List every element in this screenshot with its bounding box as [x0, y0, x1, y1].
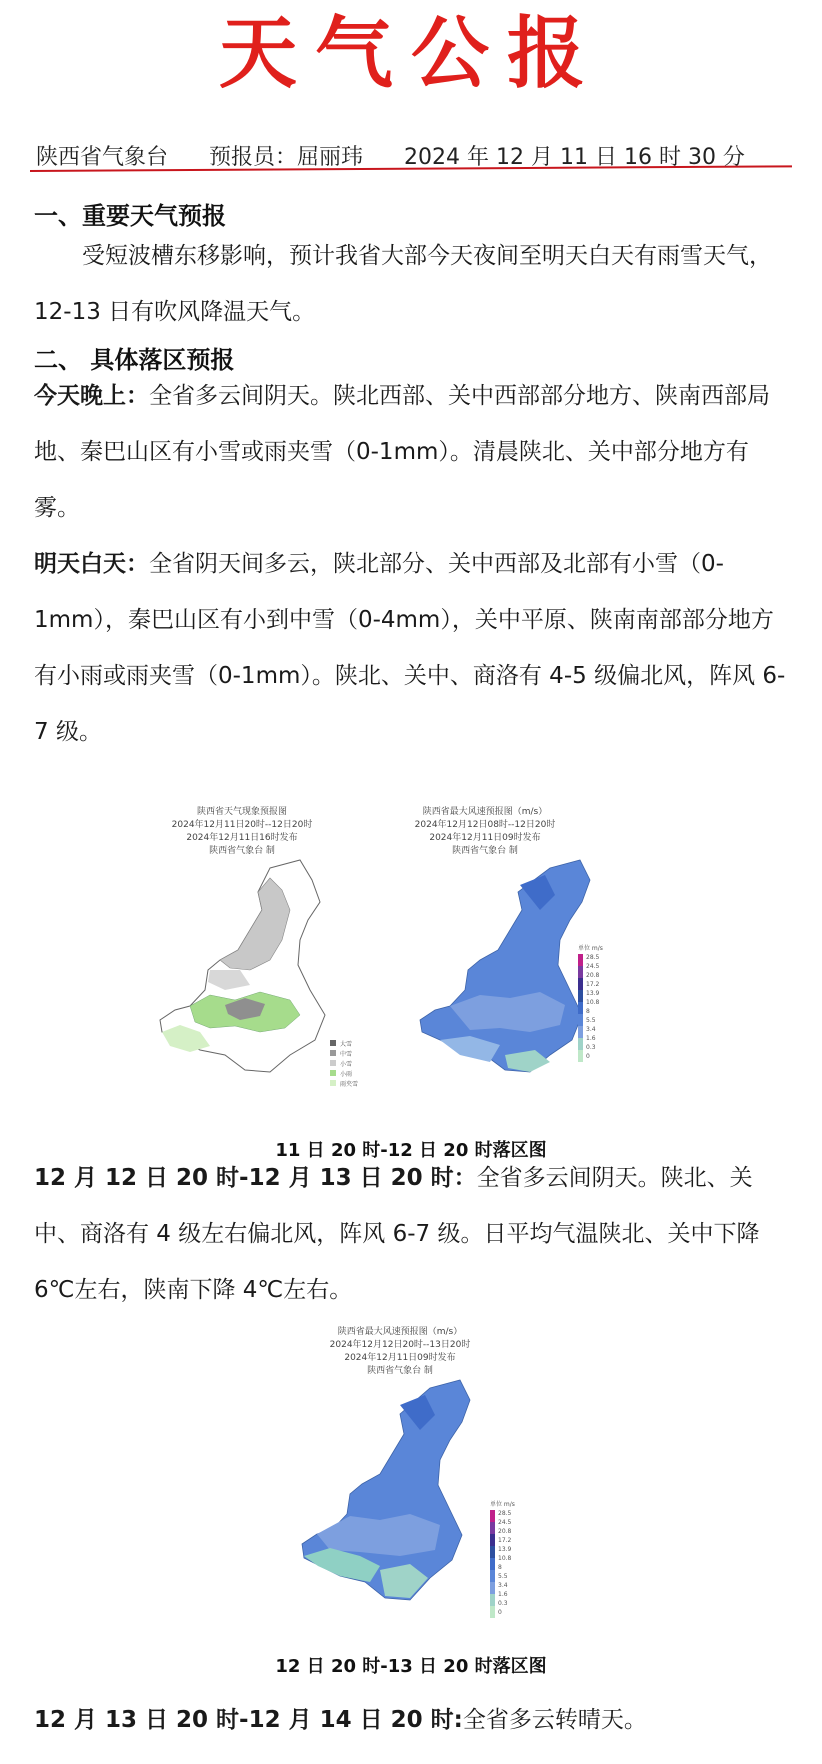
- tonight-label: 今天晚上：: [34, 383, 149, 409]
- map2-legend-3: 17.2: [586, 981, 600, 988]
- map3-legend-5: 10.8: [498, 1555, 512, 1562]
- map2-legend-7: 5.5: [586, 1017, 596, 1024]
- map3-title-3: 陕西省气象台 制: [367, 1366, 433, 1376]
- map2-legend-0: 28.5: [586, 954, 600, 961]
- map3-legend-4: 13.9: [498, 1546, 512, 1553]
- weather-phenomena-map: [160, 860, 325, 1072]
- map2-legend: [578, 944, 603, 1062]
- map2-legend-5: 10.8: [586, 999, 600, 1006]
- wind-speed-map-1: [420, 860, 590, 1072]
- map3-legend-title: 单位 m/s: [490, 1501, 515, 1508]
- map3-legend-8: 3.4: [498, 1582, 508, 1589]
- map2-legend-2: 20.8: [586, 972, 600, 979]
- map1-legend-3: 小雨: [340, 1071, 353, 1078]
- map2-legend-1: 24.5: [586, 963, 600, 970]
- map3-title-0: 陕西省最大风速预报图（m/s）: [337, 1327, 463, 1337]
- bulletin-title: 天气公报: [218, 8, 603, 99]
- section1-heading: 一、重要天气预报: [34, 202, 226, 230]
- map3-legend-10: 0.3: [498, 1600, 508, 1607]
- period3-text: 全省多云转晴天。: [462, 1707, 647, 1733]
- agency-name: 陕西省气象台: [36, 145, 169, 170]
- map2-title-2: 2024年12月11日09时发布: [429, 833, 541, 843]
- map3-legend-1: 24.5: [498, 1519, 512, 1526]
- map3-legend-9: 1.6: [498, 1591, 508, 1598]
- map2-title-1: 2024年12月12日08时--12日20时: [414, 820, 556, 830]
- map-caption-1: 11 日 20 时-12 日 20 时落区图: [275, 1140, 547, 1161]
- tonight-text: 全省多云间阴天。陕北西部、关中西部部分地方、陕南西部局地、秦巴山区有小雪或雨夹雪（0-1mm）。清晨陕北、关中部分地方有雾。: [34, 383, 770, 521]
- tomorrow-label: 明天白天：: [34, 551, 149, 577]
- map1-legend-1: 中雪: [340, 1051, 353, 1058]
- map2-legend-8: 3.4: [586, 1026, 596, 1033]
- map2-title-0: 陕西省最大风速预报图（m/s）: [422, 807, 548, 817]
- map1-title-0: 陕西省天气现象预报图: [196, 807, 288, 817]
- issue-datetime: 2024 年 12 月 11 日 16 时 30 分: [404, 145, 745, 170]
- map3-legend-0: 28.5: [498, 1510, 512, 1517]
- wind-speed-map-2: [302, 1380, 470, 1600]
- map-caption-2: 12 日 20 时-13 日 20 时落区图: [275, 1656, 547, 1677]
- map1-legend-4: 雨夹雪: [340, 1081, 359, 1088]
- tomorrow-text: 全省阴天间多云，陕北部分、关中西部及北部有小雪（0-1mm），秦巴山区有小到中雪（0-4mm），关中平原、陕南南部部分地方有小雨或雨夹雪（0-1mm）。陕北、关中、商洛有 4-5 级偏北风，阵风 6-7 级。: [34, 551, 786, 745]
- period2-paragraph: [34, 1150, 794, 1318]
- map2-legend-9: 1.6: [586, 1035, 596, 1042]
- map1-title-2: 2024年12月11日16时发布: [186, 833, 298, 843]
- map3-legend-7: 5.5: [498, 1573, 508, 1580]
- section1-body: 受短波槽东移影响，预计我省大部今天夜间至明天白天有雨雪天气，12-13 日有吹风降温天气。: [34, 243, 772, 325]
- map3-legend-6: 8: [498, 1564, 502, 1571]
- map3-title-1: 2024年12月12日20时--13日20时: [329, 1340, 471, 1350]
- map2-legend-11: 0: [586, 1053, 590, 1060]
- period3-label: 12 月 13 日 20 时-12 月 14 日 20 时:: [34, 1707, 463, 1733]
- forecast-maps-day1: [150, 800, 690, 1120]
- period2-label: 12 月 12 日 20 时-12 月 13 日 20 时：: [34, 1165, 477, 1191]
- period2-text: 全省多云间阴天。陕北、关中、商洛有 4 级左右偏北风，阵风 6-7 级。日平均气温陕北、关中下降 6℃左右，陕南下降 4℃左右。: [34, 1165, 760, 1303]
- tomorrow-paragraph: [34, 536, 794, 760]
- map3-legend-11: 0: [498, 1609, 502, 1616]
- map1-title-3: 陕西省气象台 制: [209, 846, 275, 856]
- section2-heading: 二、 具体落区预报: [34, 346, 235, 374]
- map3-legend-3: 17.2: [498, 1537, 512, 1544]
- map2-legend-4: 13.9: [586, 990, 600, 997]
- map2-title-3: 陕西省气象台 制: [452, 846, 518, 856]
- period3-paragraph: [34, 1692, 794, 1748]
- map2-legend-10: 0.3: [586, 1044, 596, 1051]
- map1-legend-2: 小雪: [340, 1061, 353, 1068]
- forecast-map-day2: [300, 1320, 590, 1650]
- forecaster-name: 预报员：屈丽玮: [209, 145, 364, 170]
- map1-title-1: 2024年12月11日20时--12日20时: [171, 820, 313, 830]
- map3-title-2: 2024年12月11日09时发布: [344, 1353, 456, 1363]
- map3-legend-2: 20.8: [498, 1528, 512, 1535]
- map1-legend-0: 大雪: [340, 1041, 353, 1048]
- map2-legend-title: 单位 m/s: [578, 945, 603, 952]
- map1-legend: [330, 1040, 358, 1088]
- map3-legend: [490, 1500, 515, 1618]
- map2-legend-6: 8: [586, 1008, 590, 1015]
- tonight-paragraph: [34, 368, 794, 536]
